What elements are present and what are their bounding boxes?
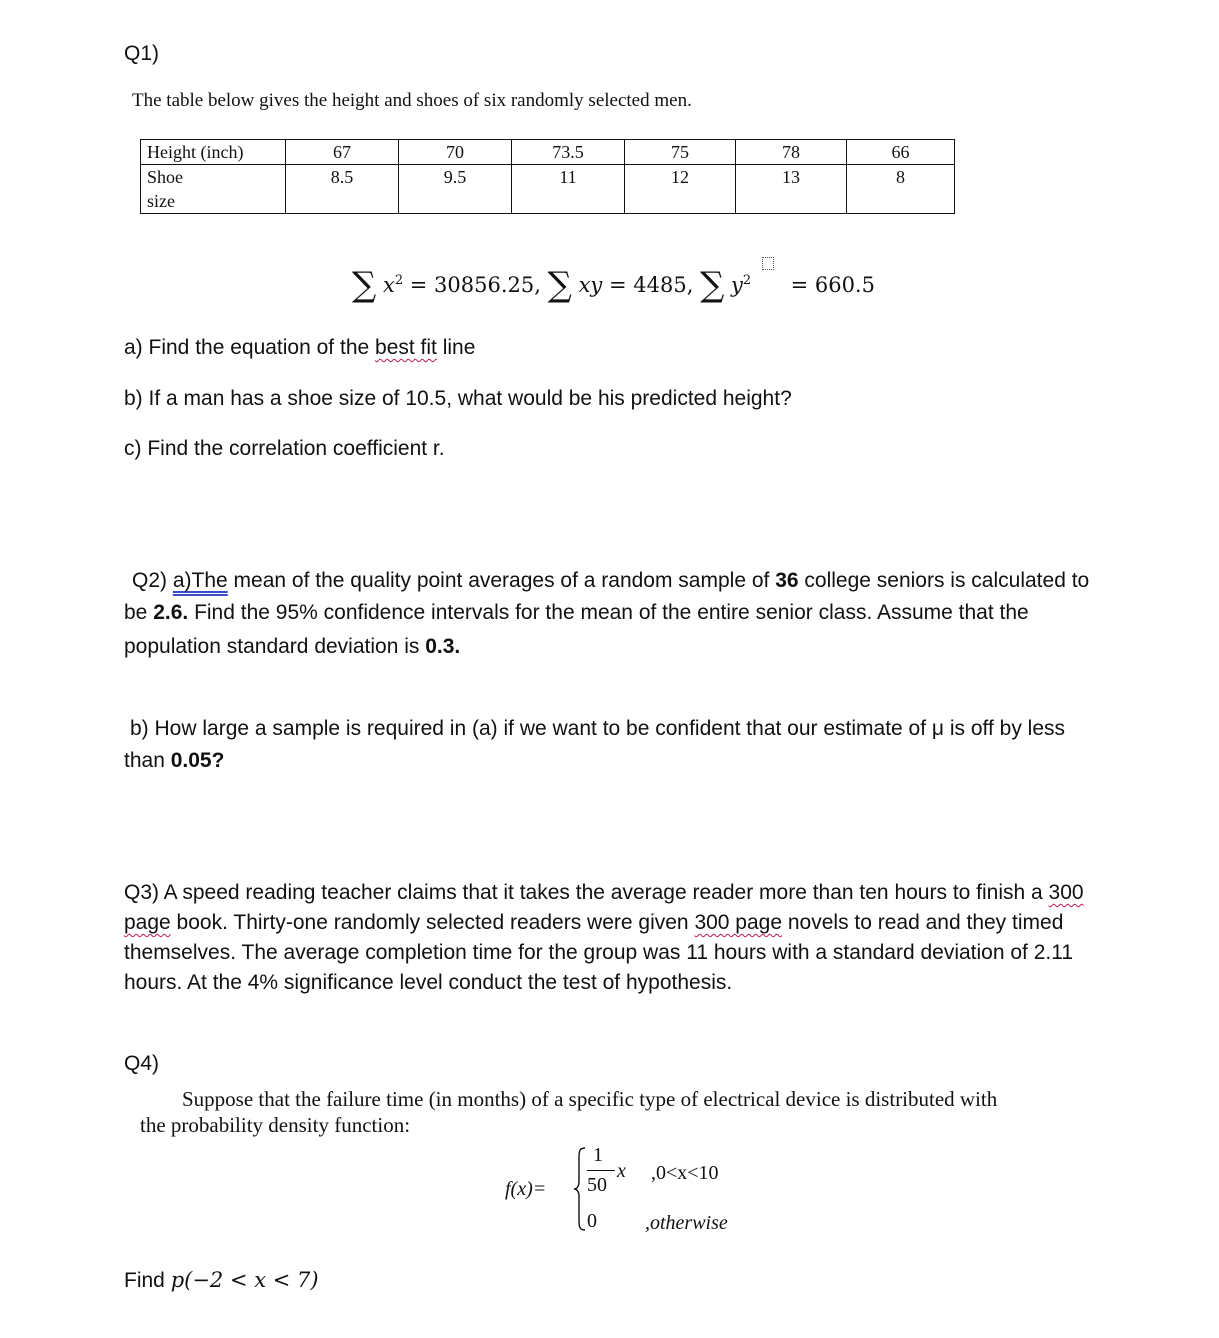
table-cell: 8 [847,165,955,214]
q4-label: Q4) [124,1052,160,1075]
sum-y2: $y^2$ [731,273,752,297]
table-cell: 13 [736,165,847,214]
q1-part-b: b) If a man has a shoe size of 10.5, what would be his predicted height? [124,387,792,410]
sum-x2: $x^2$ [382,273,404,297]
pdf-variable: x [617,1160,626,1182]
sigma-symbol: ∑ [700,265,725,305]
sum-xy: xy [578,273,603,297]
q1-intro: The table below gives the height and shoes of six randomly selected men. [132,90,692,111]
table-cell: 11 [512,165,625,214]
table-cell: 9.5 [399,165,512,214]
sum-y2-value: = 660.5 [790,273,875,297]
pdf-zero: 0 [587,1210,597,1232]
spell-underline: page [124,911,171,934]
table-cell: 78 [736,140,847,165]
shoe-label-line1: Shoe [147,167,183,187]
q2-a-line3: population standard deviation is 0.3. [124,635,461,658]
table-row [141,140,955,165]
fraction-denominator: 50 [587,1174,607,1196]
q3-line2: page book. Thirty-one randomly selected readers were given 300 page novels to read and they timed [124,911,1064,934]
probability-expression: p(−2 < x < 7) [170,1268,319,1292]
q3-line3: themselves. The average completion time for the group was 11 hours with a standard deviation of 2.11 [124,941,1074,964]
summation-formulas [352,265,875,305]
sum-xy-value: = 4485, [609,273,694,297]
pdf-lhs: f(x)= [505,1178,547,1200]
spell-underline: best fit [375,336,437,359]
pdf-condition-2: ,otherwise [645,1212,728,1234]
curly-brace-icon [573,1146,587,1232]
grammar-underline: a)The [172,569,228,592]
row-label-height: Height (inch) [141,140,286,165]
q1-label: Q1) [124,42,160,65]
spell-underline: 300 page [694,911,783,934]
table-cell: 66 [847,140,955,165]
sum-x2-value: = 30856.25, [409,273,541,297]
q1-part-c: c) Find the correlation coefficient r. [124,437,445,460]
table-cell: 75 [625,140,736,165]
q2-a-line1: Q2) a)The mean of the quality point averages of a random sample of 36 college seniors is calculated to [132,569,1090,592]
table-cell: 8.5 [286,165,399,214]
table-cell: 12 [625,165,736,214]
table-cell: 70 [399,140,512,165]
shoe-label-line2: size [147,191,175,211]
sigma-symbol: ∑ [352,265,377,305]
q2-b-line1: b) How large a sample is required in (a) if we want to be confident that our estimate of μ is off by less [130,717,1065,740]
table-row [141,165,955,214]
q2-a-line2: be 2.6. Find the 95% confidence intervals for the mean of the entire senior class. Assume that the [124,601,1029,624]
pdf-condition-1: ,0<x<10 [651,1162,719,1184]
fraction-bar [587,1170,615,1171]
height-shoe-table [140,139,955,214]
q4-line1: Suppose that the failure time (in months) of a specific type of electrical device is distributed with [182,1087,998,1111]
q1-part-a: a) Find the equation of the best fit line [124,336,476,359]
table-cell: 73.5 [512,140,625,165]
sigma-symbol: ∑ [547,265,572,305]
fraction-numerator: 1 [593,1144,603,1166]
table-cell: 67 [286,140,399,165]
q3-line4: hours. At the 4% significance level conduct the test of hypothesis. [124,971,733,994]
row-label-shoe [141,165,286,214]
pdf-formula [505,1140,765,1240]
q2-b-line2: than 0.05? [124,749,225,772]
q3-line1: Q3) A speed reading teacher claims that it takes the average reader more than ten hours to finish a 300 [124,881,1084,904]
placeholder-box-icon [762,257,774,270]
spell-underline: 300 [1048,881,1084,904]
q4-line2: the probability density function: [140,1113,411,1137]
q4-find: Find p(−2 < x < 7) [124,1268,319,1292]
